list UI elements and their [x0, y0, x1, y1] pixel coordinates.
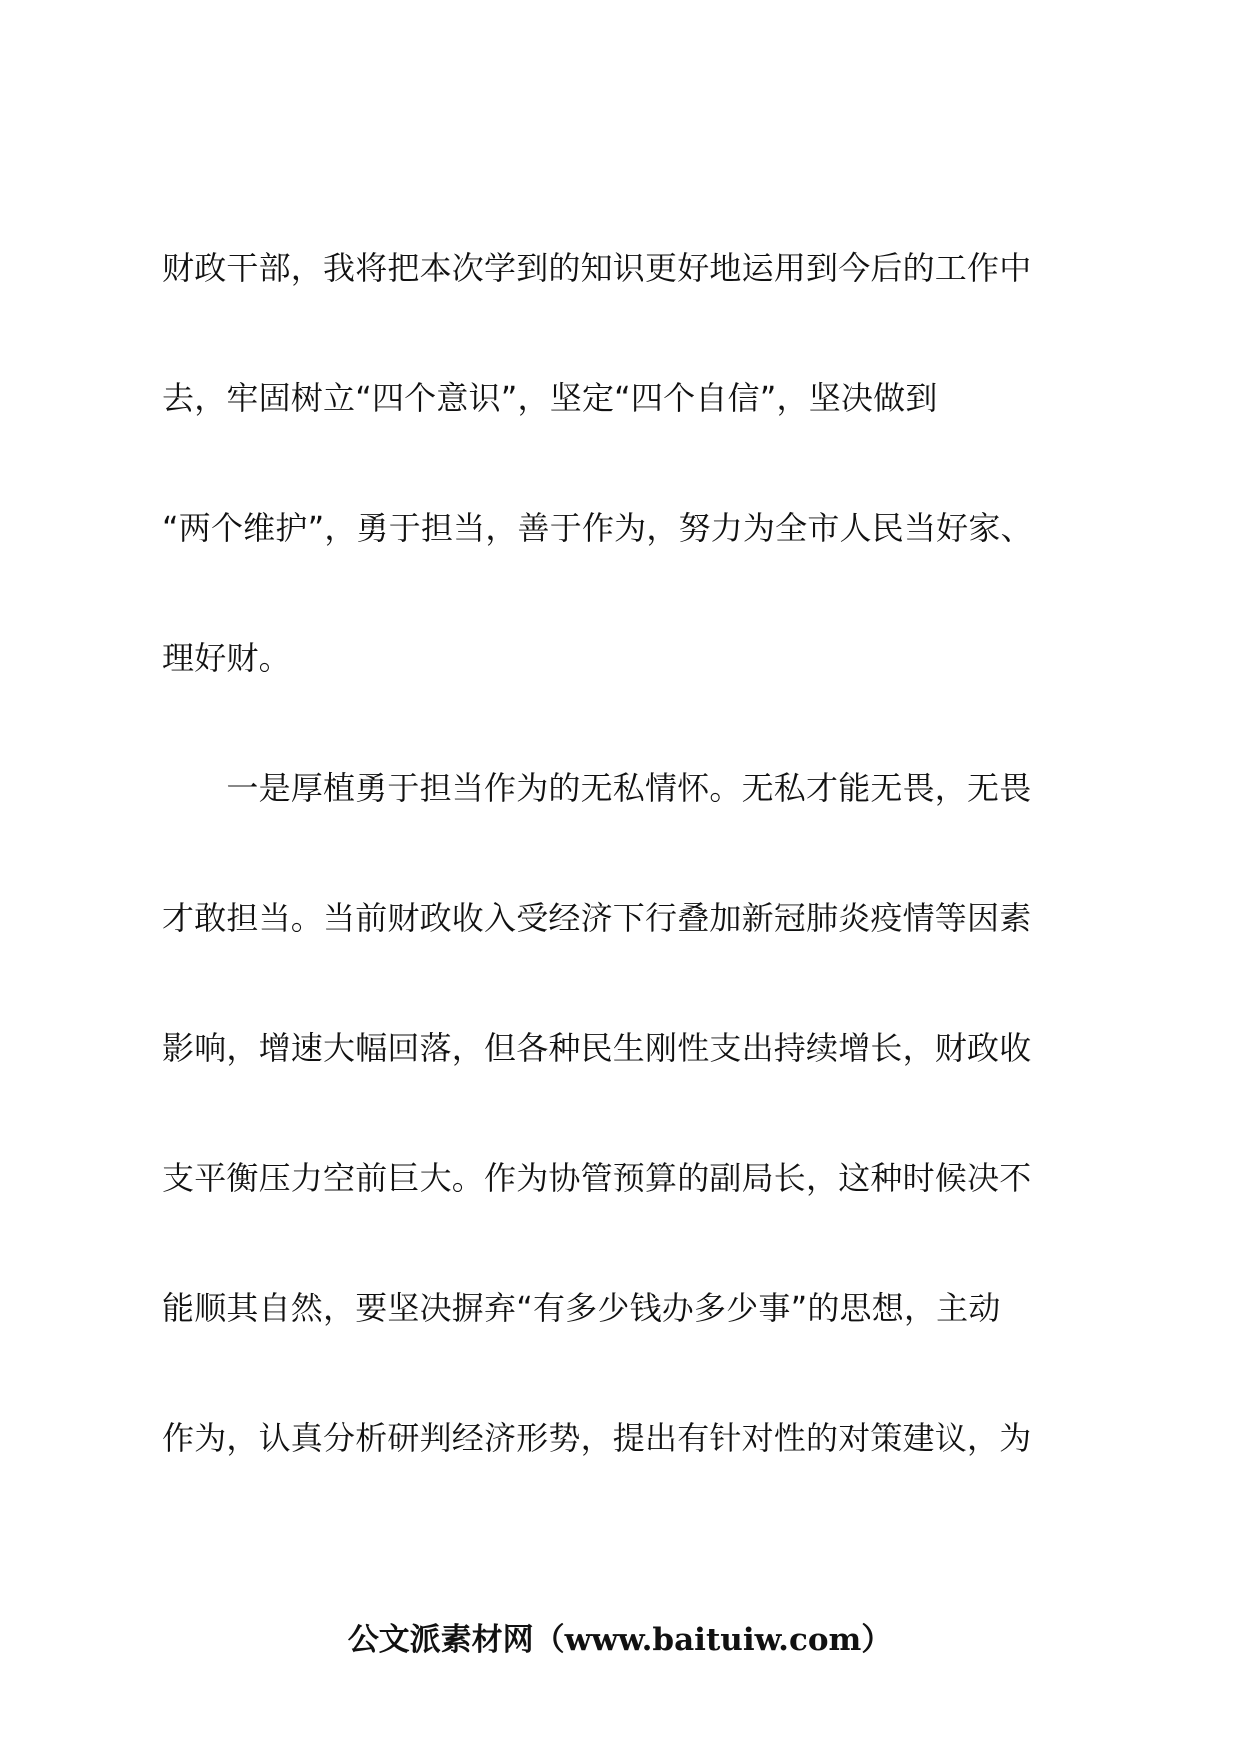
text-line-6: 才敢担当。当前财政收入受经济下行叠加新冠肺炎疫情等因素 [162, 899, 1032, 937]
text-line-9: 能顺其自然，要坚决摒弃“有多少钱办多少事”的思想，主动 [162, 1289, 1001, 1327]
footer-watermark: 公文派素材网（www.baituiw.com） [347, 1622, 893, 1658]
text-line-7: 影响，增速大幅回落，但各种民生刚性支出持续增长，财政收 [162, 1029, 1032, 1067]
text-line-3: “两个维护”，勇于担当，善于作为，努力为全市人民当好家、 [162, 509, 1033, 547]
text-line-10: 作为，认真分析研判经济形势，提出有针对性的对策建议，为 [162, 1419, 1032, 1457]
text-line-4: 理好财。 [162, 639, 291, 677]
text-line-8: 支平衡压力空前巨大。作为协管预算的副局长，这种时候决不 [162, 1159, 1032, 1197]
text-line-2: 去，牢固树立“四个意识”，坚定“四个自信”，坚决做到 [162, 379, 938, 417]
text-line-5: 一是厚植勇于担当作为的无私情怀。无私才能无畏，无畏 [162, 769, 1032, 807]
text-line-1: 财政干部，我将把本次学到的知识更好地运用到今后的工作中 [162, 249, 1032, 287]
